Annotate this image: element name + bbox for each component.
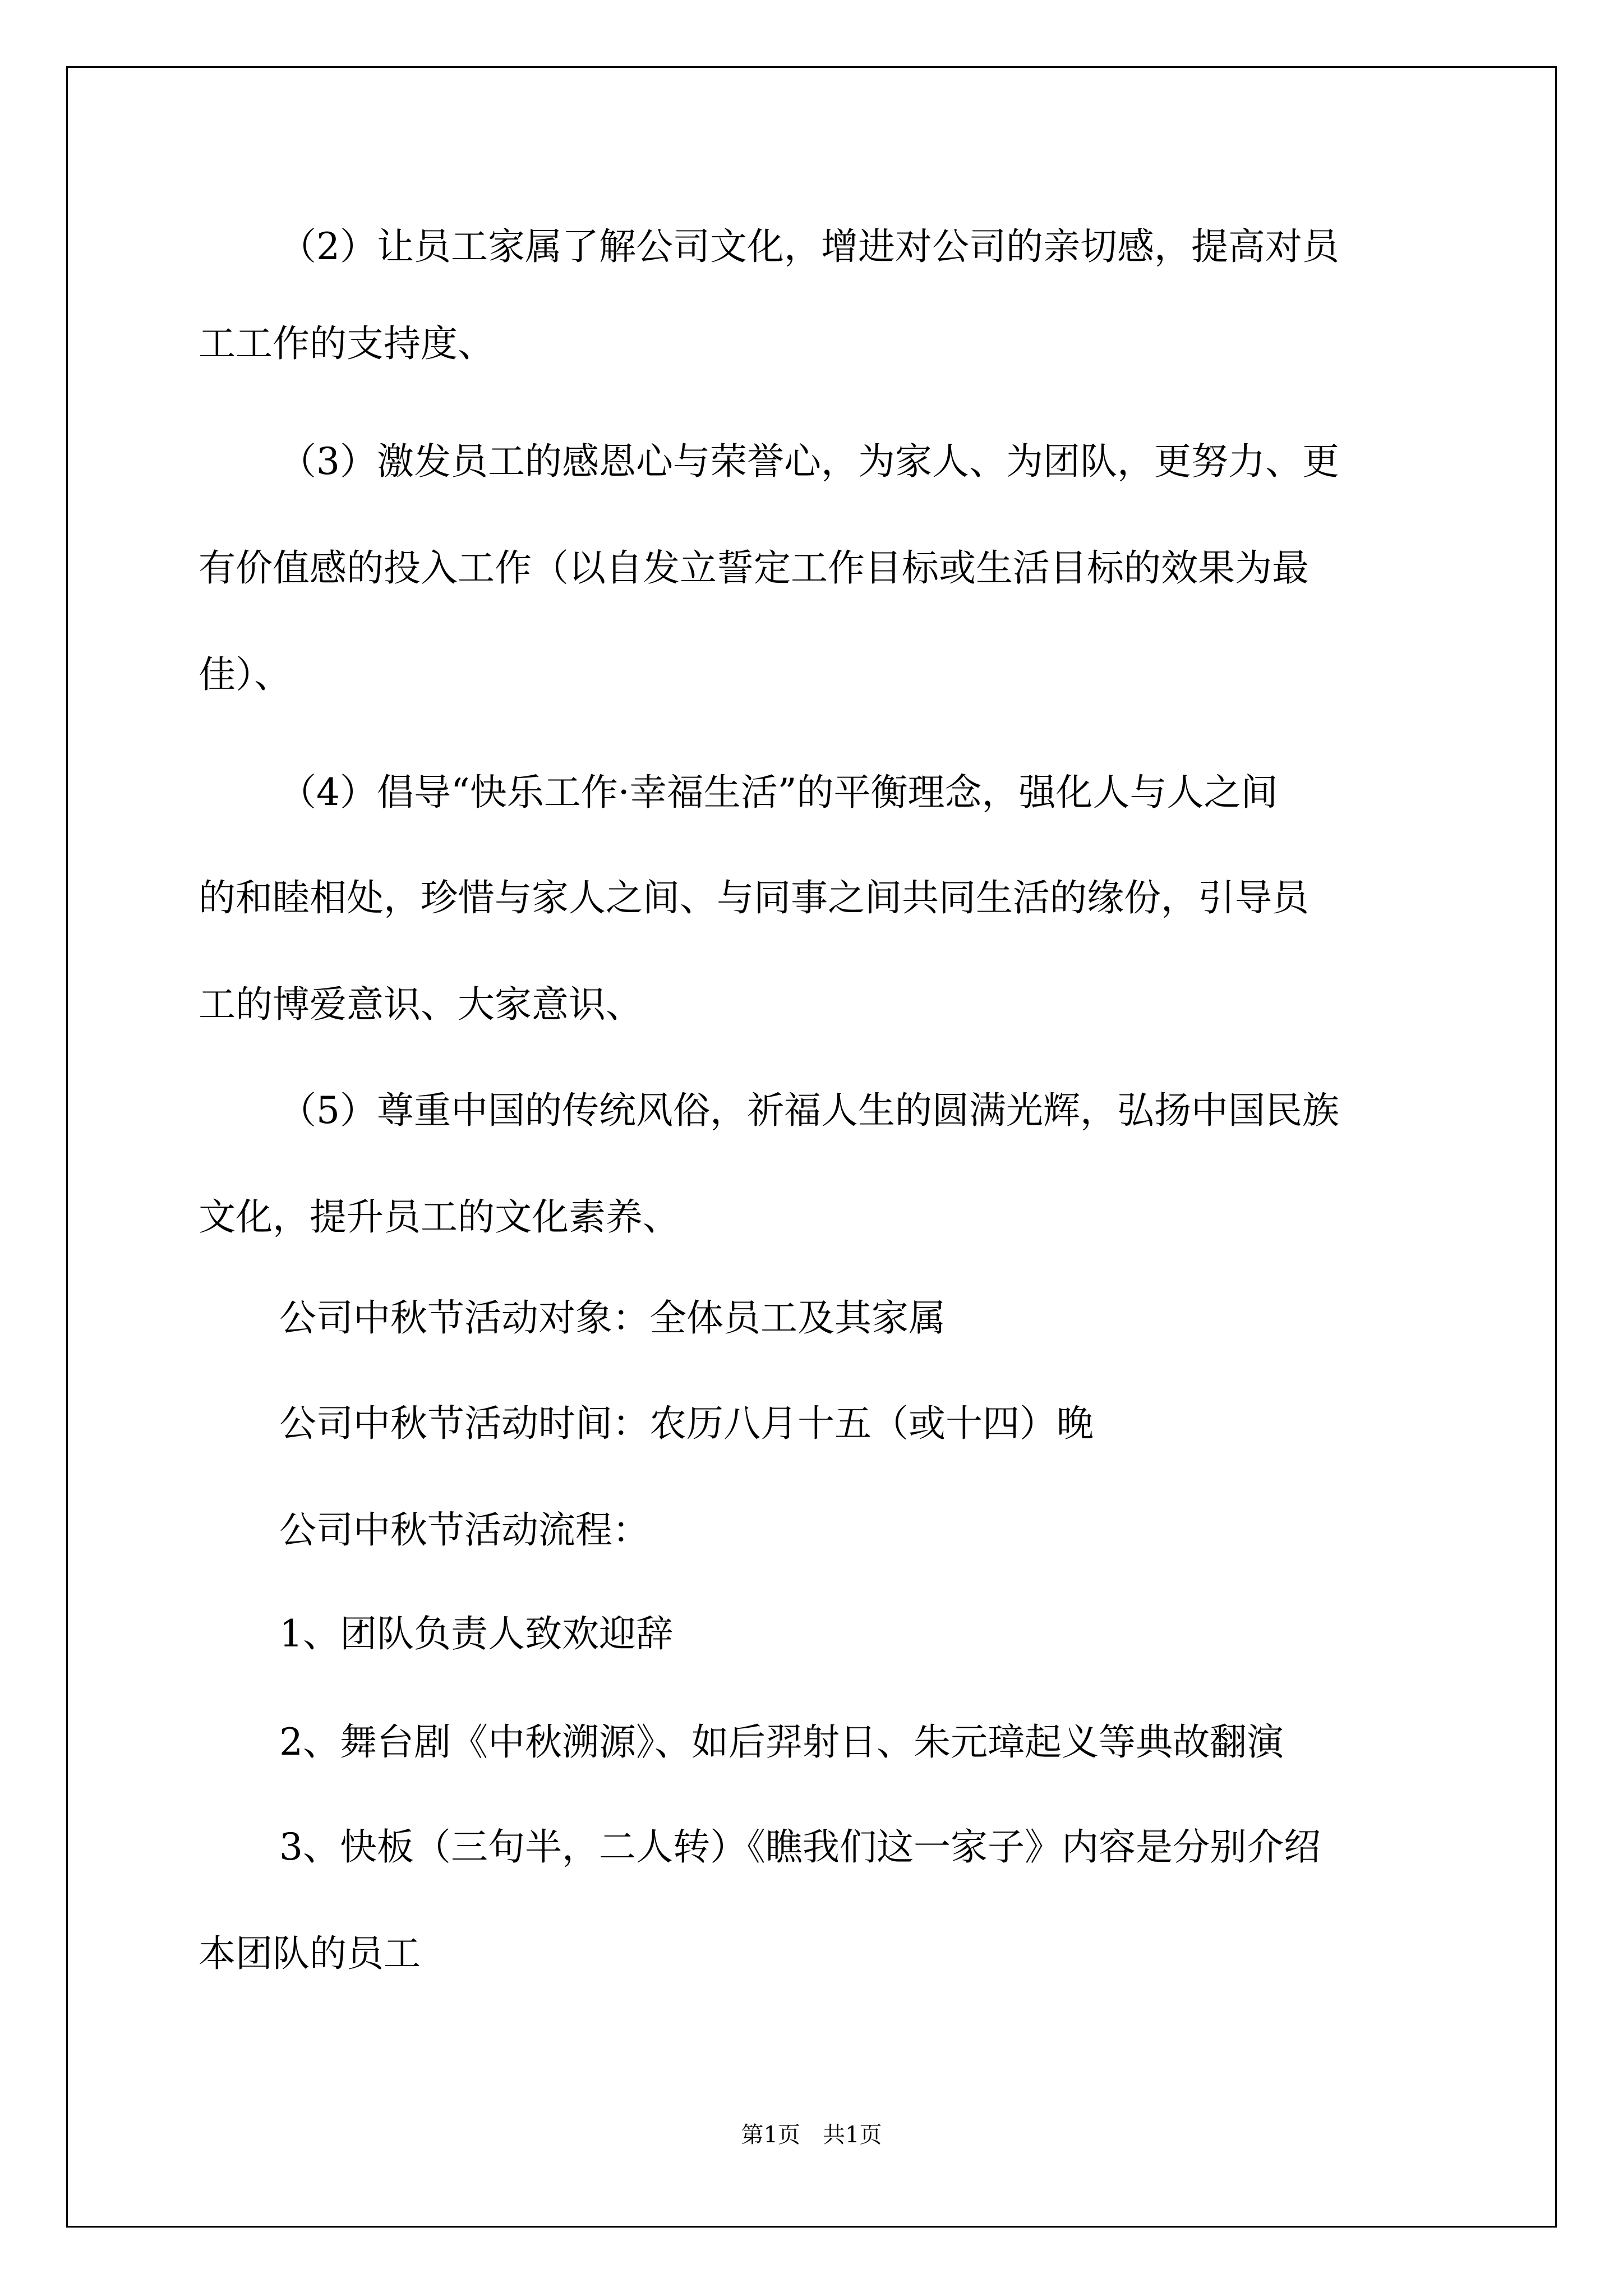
paragraph-3-line-2: 有价值感的投入工作（以自发立誓定工作目标或生活目标的效果为最 [199, 546, 1309, 590]
paragraph-2-line-2: 工工作的支持度、 [199, 322, 495, 365]
page-border [66, 66, 1557, 2228]
process-item-3-line-1: 3、快板（三句半，二人转）《瞧我们这一家子》内容是分别介绍 [279, 1825, 1321, 1869]
paragraph-2-line-1: （2）让员工家属了解公司文化，增进对公司的亲切感，提高对员 [279, 225, 1339, 268]
paragraph-4-line-3: 工的博爱意识、大家意识、 [199, 983, 643, 1026]
activity-time: 公司中秋节活动时间：农历八月十五（或十四）晚 [279, 1402, 1094, 1445]
paragraph-5-line-1: （5）尊重中国的传统风俗，祈福人生的圆满光辉，弘扬中国民族 [279, 1089, 1339, 1132]
paragraph-3-line-1: （3）激发员工的感恩心与荣誉心，为家人、为团队，更努力、更 [279, 440, 1339, 483]
paragraph-5-line-2: 文化，提升员工的文化素养、 [199, 1195, 680, 1239]
paragraph-4-line-2: 的和睦相处，珍惜与家人之间、与同事之间共同生活的缘份，引导员 [199, 876, 1309, 919]
process-item-3-line-2: 本团队的员工 [199, 1932, 421, 1975]
process-item-1: 1、团队负责人致欢迎辞 [279, 1612, 673, 1655]
paragraph-4-line-1: （4）倡导“快乐工作·幸福生活”的平衡理念，强化人与人之间 [279, 771, 1278, 814]
process-item-2: 2、舞台剧《中秋溯源》、如后羿射日、朱元璋起义等典故翻演 [279, 1720, 1284, 1764]
activity-target: 公司中秋节活动对象：全体员工及其家属 [279, 1296, 946, 1340]
activity-process-heading: 公司中秋节活动流程： [279, 1508, 649, 1552]
page-number-footer: 第1页 共1页 [741, 2122, 882, 2148]
paragraph-3-line-3: 佳）、 [199, 653, 291, 696]
